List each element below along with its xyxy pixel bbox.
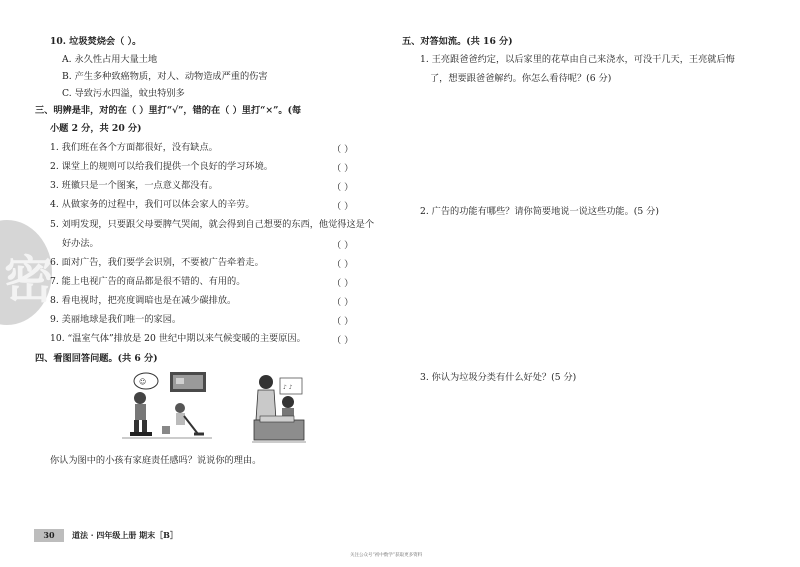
section5-q1-line1: 1. 王亮跟爸爸约定，以后家里的花草由自己来浇水，可没干几天，王亮就后悔 — [420, 54, 735, 65]
judge-item-3: 3. 班徽只是一个图案，一点意义都没有。 — [50, 180, 218, 191]
footer-title: 道法 · 四年级上册 期末［B］ — [72, 530, 178, 540]
q10-option-c: C. 导致污水四溢，蚊虫特别多 — [62, 88, 185, 99]
judge-item-8: 8. 看电视时，把亮度调暗也是在减少碳排放。 — [50, 295, 237, 306]
watermark-stamp — [0, 220, 52, 325]
judge-item-5: 5. 刘明发现，只要跟父母要脾气哭闹，就会得到自己想要的东西，他觉得这是个 — [50, 219, 375, 230]
answer-paren-2[interactable]: （ ） — [332, 163, 354, 174]
answer-paren-6[interactable]: （ ） — [332, 259, 354, 270]
section5-q1-line2: 了，想要跟爸爸解约。你怎么看待呢？(6 分) — [430, 73, 612, 84]
answer-paren-5[interactable]: （ ） — [332, 240, 354, 251]
answer-paren-4[interactable]: （ ） — [332, 201, 354, 212]
illustration-child-playing — [118, 368, 216, 440]
q10-option-b: B. 产生多种致癌物质，对人、动物造成严重的伤害 — [62, 71, 268, 82]
judge-item-9: 9. 美丽地球是我们唯一的家园。 — [50, 314, 182, 325]
judge-item-7: 7. 能上电视广告的商品都是很不错的、有用的。 — [50, 276, 246, 287]
page-number: 30 — [34, 529, 64, 542]
section5-title: 五、对答如流。(共 16 分) — [402, 36, 513, 47]
svg-text:♪ ♪: ♪ ♪ — [283, 384, 293, 391]
stamp-glyph: 密 — [4, 251, 54, 309]
answer-paren-9[interactable]: （ ） — [332, 316, 354, 327]
q10-stem: 10. 垃圾焚烧会（ ）。 — [50, 36, 142, 47]
section5-q3: 3. 你认为垃圾分类有什么好处？(5 分) — [420, 372, 577, 383]
judge-item-4: 4. 从做家务的过程中，我们可以体会家人的辛劳。 — [50, 199, 255, 210]
section4-question: 你认为图中的小孩有家庭责任感吗？说说你的理由。 — [50, 455, 262, 466]
judge-item-10: 10. “温室气体”排放是 20 世纪中期以来气候变暖的主要原因。 — [50, 333, 306, 344]
q10-option-a: A. 永久性占用大量土地 — [62, 54, 158, 65]
svg-text:☺: ☺ — [139, 378, 147, 386]
section3-title-line1: 三、明辨是非，对的在（ ）里打“√”，错的在（ ）里打“×”。(每 — [35, 105, 302, 116]
answer-paren-7[interactable]: （ ） — [332, 278, 354, 289]
judge-item-2: 2. 课堂上的规则可以给我们提供一个良好的学习环境。 — [50, 161, 273, 172]
section5-q2: 2. 广告的功能有哪些？请你简要地说一说这些功能。(5 分) — [420, 206, 659, 217]
judge-item-1: 1. 我们班在各个方面都很好，没有缺点。 — [50, 142, 218, 153]
footer-small-note: 关注公众号“初中数学”获取更多资料 — [350, 553, 423, 558]
answer-paren-10[interactable]: （ ） — [332, 335, 354, 346]
answer-paren-1[interactable]: （ ） — [332, 144, 354, 155]
illustration-child-washing — [250, 372, 308, 444]
judge-item-5-cont: 好办法。 — [62, 238, 99, 249]
section3-title-line2: 小题 2 分，共 20 分) — [50, 123, 142, 134]
judge-item-6: 6. 面对广告，我们要学会识别，不要被广告牵着走。 — [50, 257, 264, 268]
answer-paren-8[interactable]: （ ） — [332, 297, 354, 308]
answer-paren-3[interactable]: （ ） — [332, 182, 354, 193]
section4-title: 四、看图回答问题。(共 6 分) — [35, 353, 158, 364]
